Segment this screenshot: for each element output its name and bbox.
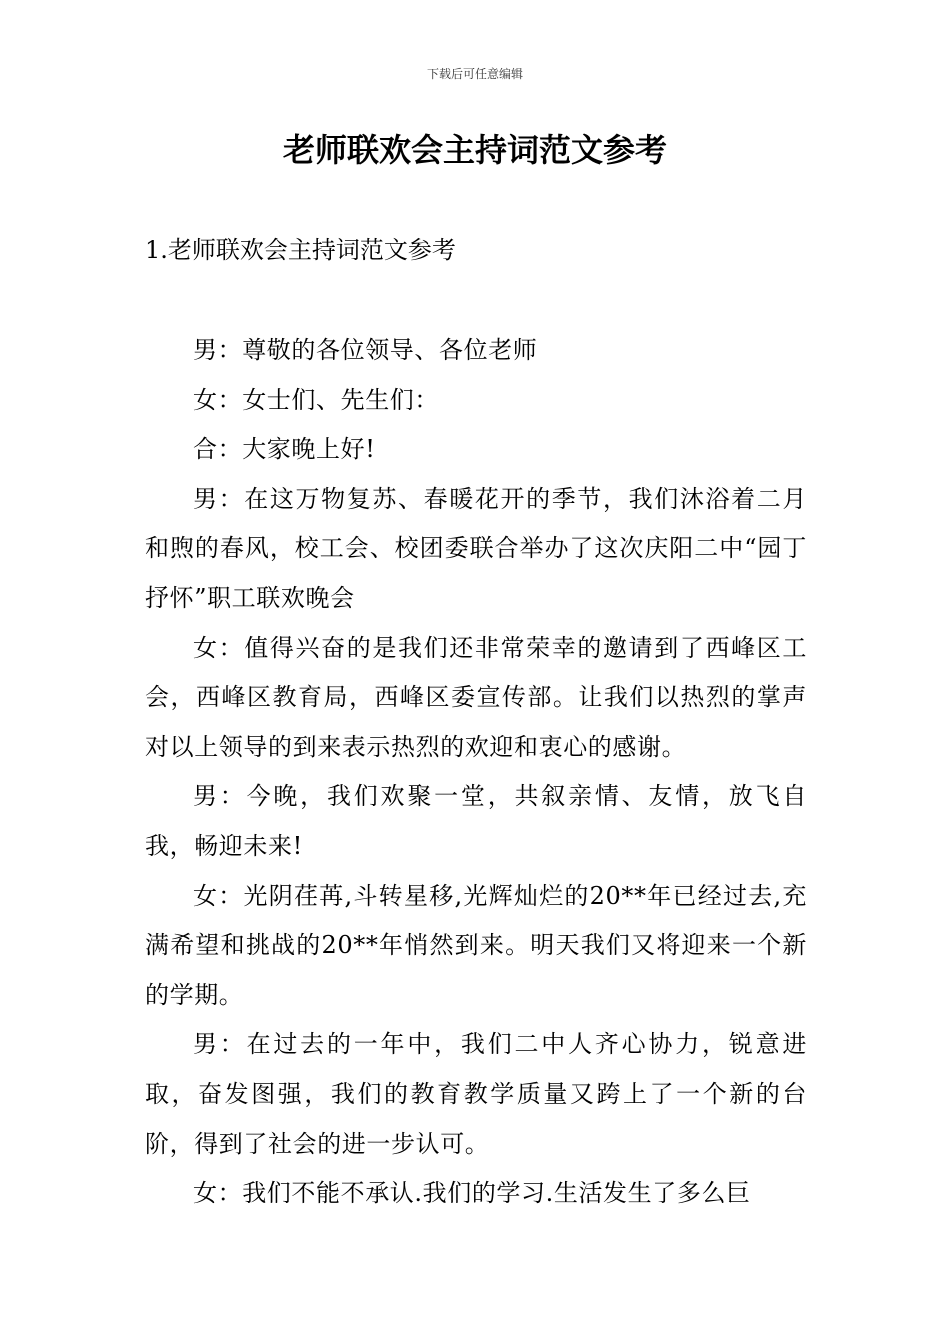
header-note: 下载后可任意编辑 <box>426 67 523 81</box>
paragraph-2: 女：女士们、先生们： <box>193 385 439 414</box>
paragraph-8: 男：在过去的一年中，我们二中人齐心协力，锐意进取，奋发图强，我们的教育教学质量又跨上了一个新的台阶，得到了社会的进一步认可。 <box>145 1030 807 1158</box>
paragraph-7: 女：光阴荏苒,斗转星移,光辉灿烂的20**年已经过去,充满希望和挑战的20**年悄然到来。明天我们又将迎来一个新的学期。 <box>145 881 807 1009</box>
document-title: 老师联欢会主持词范文参考 <box>282 131 667 169</box>
body-text <box>145 326 807 1219</box>
paragraph-9: 女：我们不能不承认.我们的学习.生活发生了多么巨 <box>193 1179 751 1208</box>
paragraph-1: 男：尊敬的各位领导、各位老师 <box>193 336 538 364</box>
section-heading: 1.老师联欢会主持词范文参考 <box>145 236 456 264</box>
paragraph-6: 男：今晚，我们欢聚一堂，共叙亲情、友情，放飞自我，畅迎未来! <box>145 782 807 860</box>
paragraph-5: 女：值得兴奋的是我们还非常荣幸的邀请到了西峰区工会，西峰区教育局，西峰区委宣传部。让我们以热烈的掌声对以上领导的到来表示热烈的欢迎和衷心的感谢。 <box>145 633 807 761</box>
paragraph-4: 男：在这万物复苏、春暖花开的季节，我们沐浴着二月和煦的春风，校工会、校团委联合举办了这次庆阳二中“园丁抒怀”职工联欢晚会 <box>145 484 807 612</box>
paragraph-3: 合：大家晚上好! <box>193 435 376 464</box>
